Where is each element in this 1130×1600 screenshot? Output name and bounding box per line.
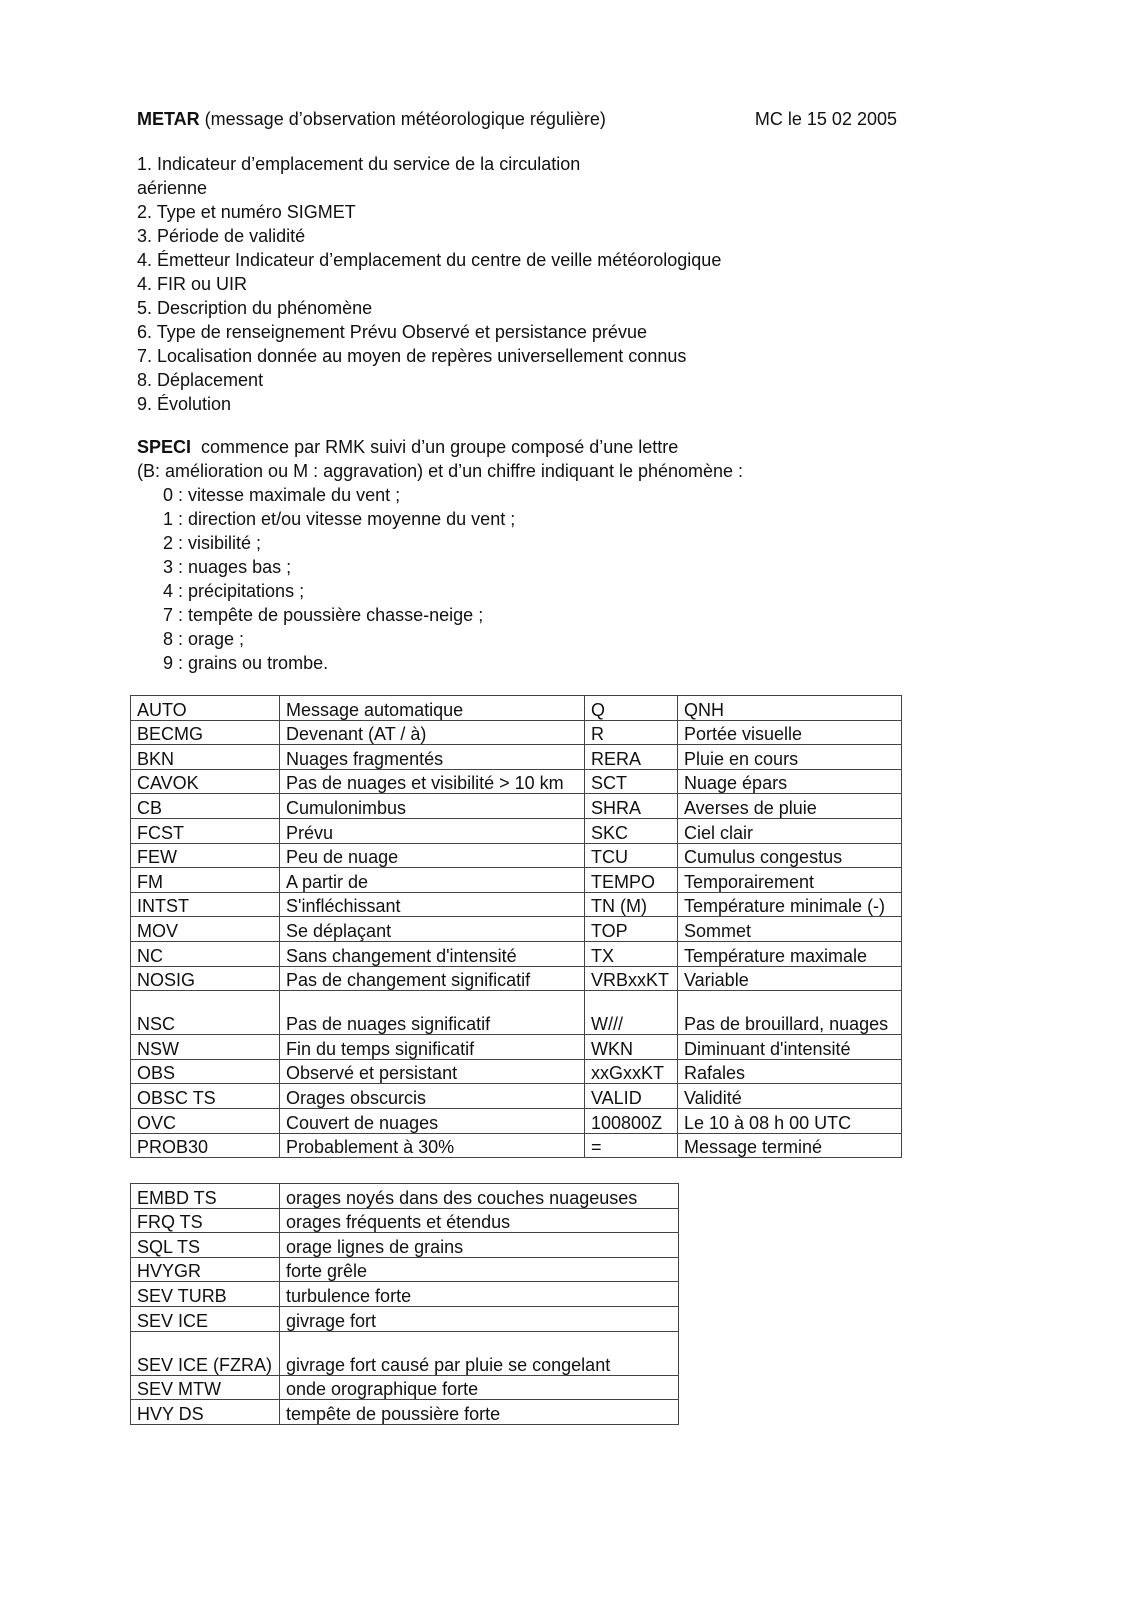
table-row [131, 868, 902, 893]
code-cell: OBS [131, 1059, 280, 1084]
meaning-cell: givrage fort [280, 1306, 679, 1331]
meaning-cell: Diminuant d'intensité [678, 1035, 902, 1060]
meaning-cell: Prévu [280, 818, 585, 843]
table-row [131, 1133, 902, 1158]
list-item: 7. Localisation donnée au moyen de repères universellement connus [137, 346, 687, 366]
list-item: 2. Type et numéro SIGMET [137, 202, 356, 222]
speci-code-item: 1 : direction et/ou vitesse moyenne du vent ; [163, 509, 516, 529]
meaning-cell: Le 10 à 08 h 00 UTC [678, 1108, 902, 1133]
code-cell: VALID [585, 1084, 678, 1109]
list-item: 9. Évolution [137, 394, 232, 414]
table-row [131, 818, 902, 843]
table-row [131, 794, 902, 819]
code-cell: WKN [585, 1035, 678, 1060]
table-row [131, 1208, 679, 1233]
meaning-cell: Température maximale [678, 941, 902, 966]
code-cell: PROB30 [131, 1133, 280, 1158]
table-row [131, 769, 902, 794]
meaning-cell: Fin du temps significatif [280, 1035, 585, 1060]
speci-line2: (B: amélioration ou M : aggravation) et d’un chiffre indiquant le phénomène : [137, 461, 744, 481]
list-item: 8. Déplacement [137, 370, 264, 390]
code-cell: TOP [585, 917, 678, 942]
meaning-cell: Peu de nuage [280, 843, 585, 868]
meaning-cell: Devenant (AT / à) [280, 720, 585, 745]
code-cell: SEV MTW [131, 1375, 280, 1400]
code-cell: OBSC TS [131, 1084, 280, 1109]
code-cell: EMBD TS [131, 1184, 280, 1209]
meaning-cell: turbulence forte [280, 1282, 679, 1307]
code-cell: VRBxxKT [585, 966, 678, 991]
code-cell: 100800Z [585, 1108, 678, 1133]
meaning-cell: orage lignes de grains [280, 1233, 679, 1258]
code-cell: OVC [131, 1108, 280, 1133]
code-cell: HVY DS [131, 1400, 280, 1425]
code-cell: AUTO [131, 696, 280, 721]
speci-code-item: 8 : orage ; [163, 629, 245, 649]
table-row [131, 1059, 902, 1084]
meaning-cell: S'infléchissant [280, 892, 585, 917]
meaning-cell: Rafales [678, 1059, 902, 1084]
code-cell: BKN [131, 745, 280, 770]
meaning-cell: Cumulus congestus [678, 843, 902, 868]
code-cell: R [585, 720, 678, 745]
list-item: 4. FIR ou UIR [137, 274, 248, 294]
list-item: 3. Période de validité [137, 226, 306, 246]
meaning-cell: tempête de poussière forte [280, 1400, 679, 1425]
table-row [131, 1400, 679, 1425]
code-cell: W/// [585, 991, 678, 1035]
meaning-cell: onde orographique forte [280, 1375, 679, 1400]
code-cell: FM [131, 868, 280, 893]
code-cell: TEMPO [585, 868, 678, 893]
meaning-cell: Cumulonimbus [280, 794, 585, 819]
title-bold: METAR [137, 109, 200, 129]
code-cell: NSW [131, 1035, 280, 1060]
code-cell: MOV [131, 917, 280, 942]
table-row [131, 991, 902, 1035]
meaning-cell: Ciel clair [678, 818, 902, 843]
meaning-cell: Nuages fragmentés [280, 745, 585, 770]
abbreviation-table [130, 695, 902, 1158]
code-cell: TX [585, 941, 678, 966]
page-header [137, 107, 897, 131]
meaning-cell: Sommet [678, 917, 902, 942]
code-cell: SEV ICE (FZRA) [131, 1331, 280, 1375]
meaning-cell: Portée visuelle [678, 720, 902, 745]
meaning-cell: Pas de changement significatif [280, 966, 585, 991]
meaning-cell: orages noyés dans des couches nuageuses [280, 1184, 679, 1209]
document-date: MC le 15 02 2005 [754, 109, 897, 129]
meaning-cell: Averses de pluie [678, 794, 902, 819]
meaning-cell: Pas de nuages significatif [280, 991, 585, 1035]
code-cell: INTST [131, 892, 280, 917]
meaning-cell: Variable [678, 966, 902, 991]
code-cell: BECMG [131, 720, 280, 745]
table-row [131, 1184, 679, 1209]
meaning-cell: Nuage épars [678, 769, 902, 794]
code-cell: = [585, 1133, 678, 1158]
meaning-cell: Observé et persistant [280, 1059, 585, 1084]
code-cell: SEV TURB [131, 1282, 280, 1307]
meaning-cell: A partir de [280, 868, 585, 893]
meaning-cell: Pas de nuages et visibilité > 10 km [280, 769, 585, 794]
sigmet-item-list [137, 152, 721, 416]
meaning-cell: Couvert de nuages [280, 1108, 585, 1133]
list-item: 6. Type de renseignement Prévu Observé et persistance prévue [137, 322, 647, 342]
meaning-cell: Temporairement [678, 868, 902, 893]
meaning-cell: Validité [678, 1084, 902, 1109]
table-row [131, 941, 902, 966]
table-row [131, 745, 902, 770]
speci-line1: commence par RMK suivi d’un groupe composé d’une lettre [191, 437, 679, 457]
table-row [131, 1035, 902, 1060]
table-row [131, 892, 902, 917]
speci-section [137, 435, 743, 675]
speci-code-item: 2 : visibilité ; [163, 533, 262, 553]
code-cell: CB [131, 794, 280, 819]
list-item: aérienne [137, 178, 208, 198]
table-row [131, 1331, 679, 1375]
table-row [131, 1282, 679, 1307]
meaning-cell: QNH [678, 696, 902, 721]
speci-bold: SPECI [137, 437, 192, 457]
list-item: 5. Description du phénomène [137, 298, 373, 318]
code-cell: CAVOK [131, 769, 280, 794]
title-text: (message d’observation météorologique régulière) [199, 109, 606, 129]
code-cell: SQL TS [131, 1233, 280, 1258]
code-cell: RERA [585, 745, 678, 770]
code-cell: SKC [585, 818, 678, 843]
speci-code-list [137, 483, 743, 675]
code-cell: FCST [131, 818, 280, 843]
meaning-cell: orages fréquents et étendus [280, 1208, 679, 1233]
table-row [131, 1233, 679, 1258]
phenomena-table [130, 1183, 679, 1425]
code-cell: HVYGR [131, 1257, 280, 1282]
code-cell: TCU [585, 843, 678, 868]
table-row [131, 966, 902, 991]
speci-code-item: 0 : vitesse maximale du vent ; [163, 485, 401, 505]
code-cell: NOSIG [131, 966, 280, 991]
meaning-cell: Probablement à 30% [280, 1133, 585, 1158]
speci-code-item: 9 : grains ou trombe. [163, 653, 329, 673]
table-row [131, 1375, 679, 1400]
speci-code-item: 3 : nuages bas ; [163, 557, 292, 577]
code-cell: SEV ICE [131, 1306, 280, 1331]
speci-code-item: 7 : tempête de poussière chasse-neige ; [163, 605, 484, 625]
meaning-cell: forte grêle [280, 1257, 679, 1282]
meaning-cell: Orages obscurcis [280, 1084, 585, 1109]
meaning-cell: Se déplaçant [280, 917, 585, 942]
table-row [131, 1306, 679, 1331]
table-row [131, 720, 902, 745]
table-row [131, 1084, 902, 1109]
meaning-cell: Pas de brouillard, nuages [678, 991, 902, 1035]
table-row [131, 1257, 679, 1282]
meaning-cell: givrage fort causé par pluie se congelant [280, 1331, 679, 1375]
table-row [131, 696, 902, 721]
meaning-cell: Message terminé [678, 1133, 902, 1158]
code-cell: SHRA [585, 794, 678, 819]
code-cell: NSC [131, 991, 280, 1035]
code-cell: FEW [131, 843, 280, 868]
list-item: 1. Indicateur d’emplacement du service de la circulation [137, 154, 581, 174]
table-row [131, 1108, 902, 1133]
code-cell: NC [131, 941, 280, 966]
code-cell: SCT [585, 769, 678, 794]
code-cell: TN (M) [585, 892, 678, 917]
code-cell: xxGxxKT [585, 1059, 678, 1084]
meaning-cell: Température minimale (-) [678, 892, 902, 917]
meaning-cell: Message automatique [280, 696, 585, 721]
speci-code-item: 4 : précipitations ; [163, 581, 305, 601]
table-row [131, 843, 902, 868]
code-cell: FRQ TS [131, 1208, 280, 1233]
meaning-cell: Sans changement d'intensité [280, 941, 585, 966]
meaning-cell: Pluie en cours [678, 745, 902, 770]
list-item: 4. Émetteur Indicateur d’emplacement du centre de veille météorologique [137, 250, 722, 270]
code-cell: Q [585, 696, 678, 721]
table-row [131, 917, 902, 942]
